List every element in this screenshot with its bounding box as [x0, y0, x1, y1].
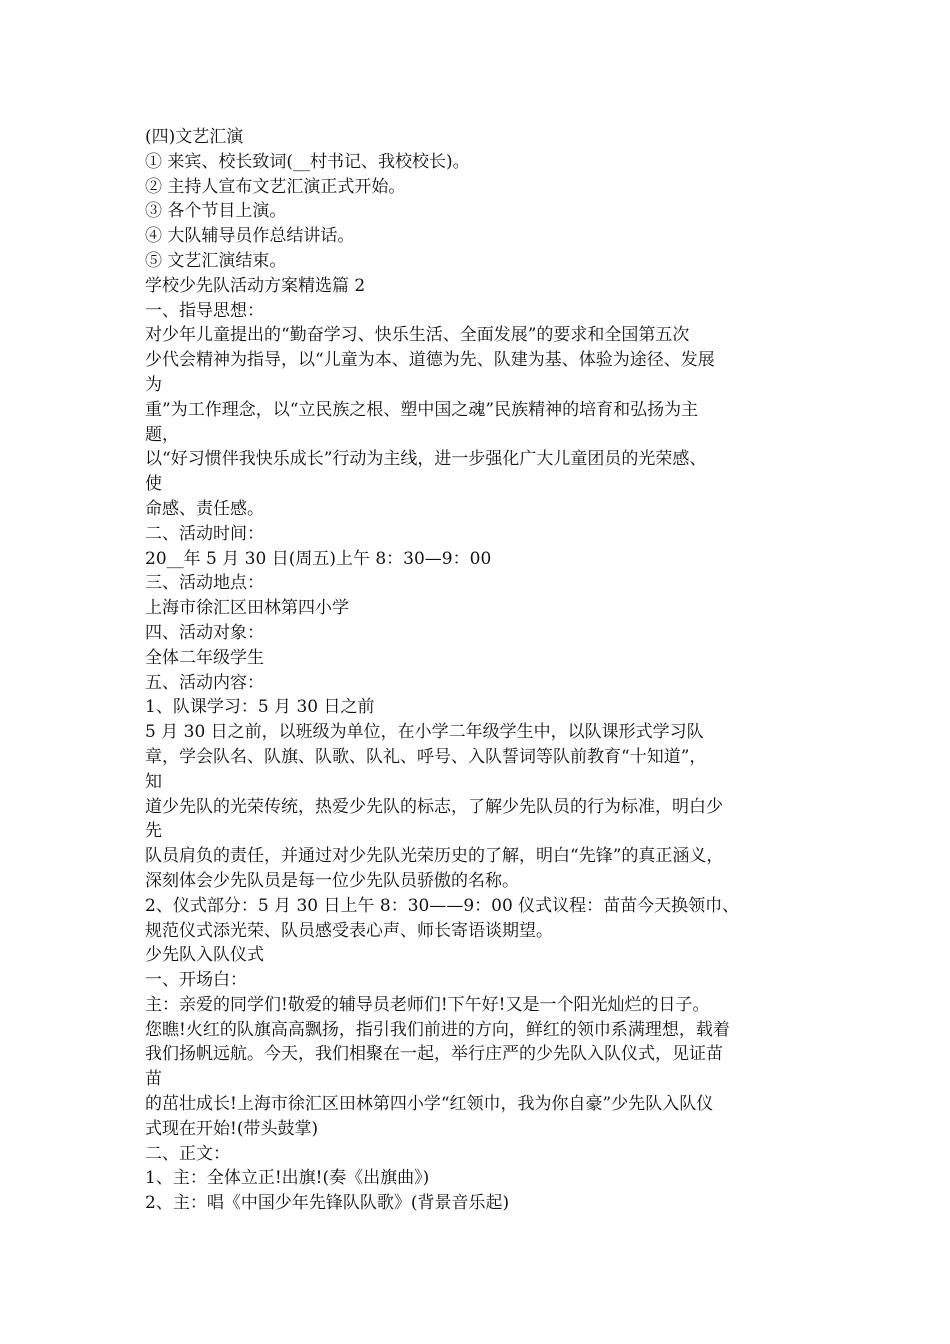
- text-line: ③ 各个节目上演。: [145, 201, 287, 222]
- text-line: 您瞧!火红的队旗高高飘扬，指引我们前进的方向，鲜红的领巾系满理想，载着: [145, 1019, 730, 1040]
- text-line: 题，: [145, 424, 179, 445]
- text-line: 道少先队的光荣传统，热爱少先队的标志，了解少先队员的行为标准，明白少: [145, 796, 723, 817]
- text-line: 苗: [145, 1069, 162, 1090]
- text-line: 四、活动对象：: [145, 622, 264, 643]
- text-line: 深刻体会少先队员是每一位少先队员骄傲的名称。: [145, 870, 519, 891]
- text-line: 三、活动地点：: [145, 573, 264, 594]
- text-line: ② 主持人宣布文艺汇演正式开始。: [145, 176, 406, 197]
- text-line: 式现在开始!(带头鼓掌): [145, 1118, 319, 1139]
- text-line: 2、仪式部分：5 月 30 日上午 8：30——9：00 仪式议程：苗苗今天换领巾、: [145, 895, 740, 916]
- document-page: [145, 125, 815, 1216]
- text-line: 对少年儿童提出的“勤奋学习、快乐生活、全面发展”的要求和全国第五次: [145, 325, 690, 346]
- text-line: 的茁壮成长!上海市徐汇区田林第四小学“红领巾，我为你自豪”少先队入队仪: [145, 1094, 714, 1115]
- text-line: 重”为工作理念，以“立民族之根、塑中国之魂”民族精神的培育和弘扬为主: [145, 399, 699, 420]
- text-line: 命感、责任感。: [145, 498, 264, 519]
- text-line: 五、活动内容：: [145, 672, 264, 693]
- text-line: 为: [145, 374, 162, 395]
- section-title: 学校少先队活动方案精选篇 2: [145, 275, 366, 296]
- section-title: 少先队入队仪式: [145, 945, 264, 966]
- text-line: (四)文艺汇演: [145, 127, 244, 147]
- text-line: 章，学会队名、队旗、队歌、队礼、呼号、入队誓词等队前教育“十知道”，: [145, 746, 707, 767]
- text-line: 二、正文：: [145, 1143, 230, 1164]
- text-line: 2、主：唱《中国少年先锋队队歌》(背景音乐起): [145, 1193, 510, 1214]
- text-line: 上海市徐汇区田林第四小学: [145, 598, 349, 619]
- text-line: 以“好习惯伴我快乐成长”行动为主线，进一步强化广大儿童团员的光荣感、: [145, 449, 707, 470]
- text-line: 二、活动时间：: [145, 523, 264, 544]
- text-line: 队员肩负的责任，并通过对少先队光荣历史的了解，明白“先锋”的真正涵义，: [145, 846, 724, 867]
- text-line: 1、主：全体立正!出旗!(奏《出旗曲》): [145, 1168, 430, 1189]
- text-line: ④ 大队辅导员作总结讲话。: [145, 226, 355, 247]
- text-line: 少代会精神为指导，以“儿童为本、道德为先、队建为基、体验为途径、发展: [145, 350, 715, 371]
- text-line: ① 来宾、校长致词(__村书记、我校校长)。: [145, 151, 470, 172]
- text-line: 知: [145, 771, 162, 792]
- text-line: 先: [145, 821, 162, 842]
- text-line: 全体二年级学生: [145, 647, 264, 668]
- text-line: 20__年 5 月 30 日(周五)上午 8：30—9：00: [145, 548, 492, 569]
- text-line: 我们扬帆远航。今天，我们相聚在一起，举行庄严的少先队入队仪式，见证苗: [145, 1044, 723, 1065]
- text-line: 5 月 30 日之前，以班级为单位，在小学二年级学生中，以队课形式学习队: [145, 722, 704, 743]
- text-line: 1、队课学习：5 月 30 日之前: [145, 697, 375, 718]
- text-line: 使: [145, 474, 162, 495]
- text-line: 一、指导思想：: [145, 300, 264, 321]
- text-line: 主：亲爱的同学们!敬爱的辅导员老师们!下午好!又是一个阳光灿烂的日子。: [145, 994, 710, 1015]
- text-line: 一、开场白：: [145, 970, 247, 991]
- text-line: 规范仪式添光荣、队员感受表心声、师长寄语谈期望。: [145, 920, 553, 941]
- text-line: ⑤ 文艺汇演结束。: [145, 250, 287, 271]
